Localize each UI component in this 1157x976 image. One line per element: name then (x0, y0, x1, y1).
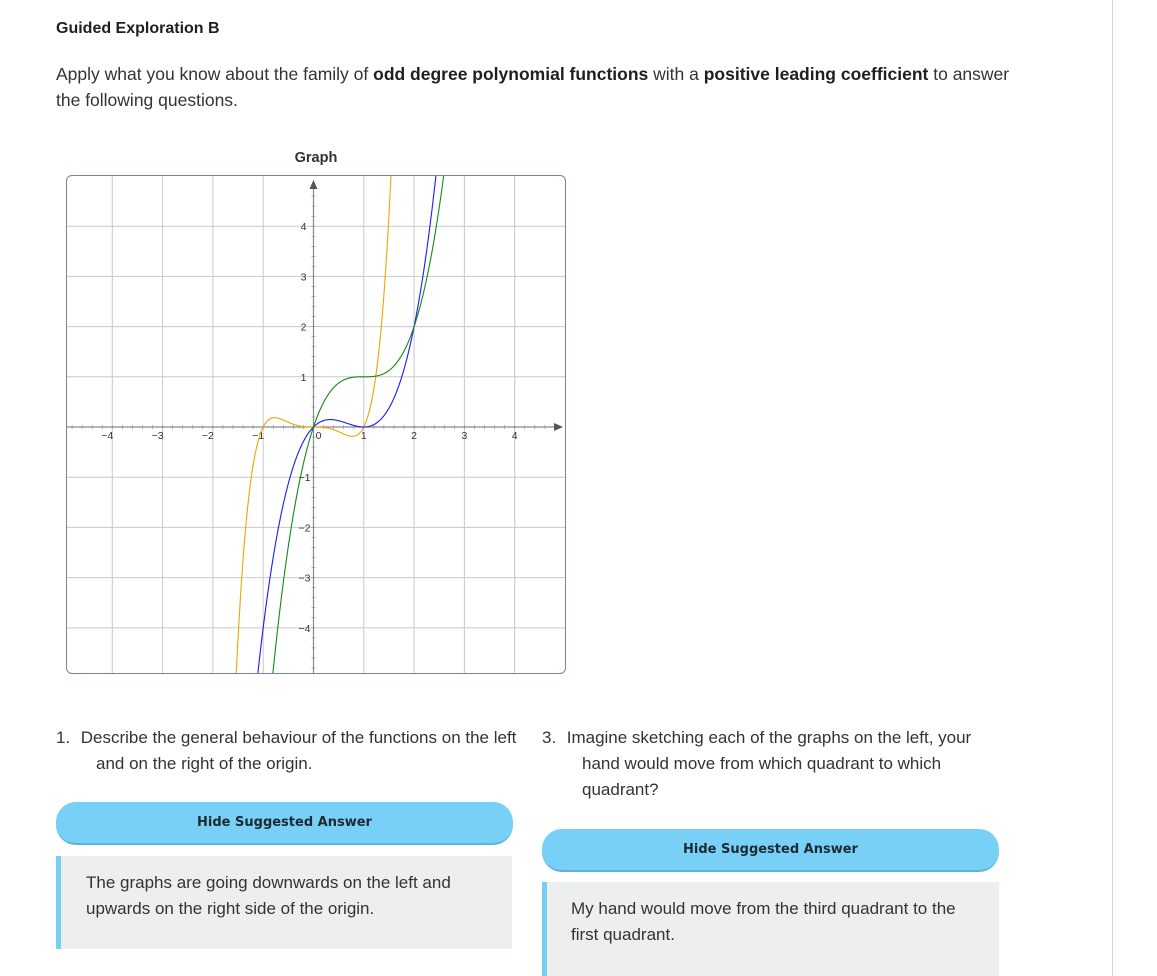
exploration-title: Guided Exploration B (56, 20, 220, 37)
x-tick-label: 3 (461, 430, 468, 443)
intro-part-bold: odd degree polynomial functions (373, 64, 649, 84)
series-line-2 (248, 176, 445, 673)
polynomial-graph[interactable] (67, 176, 565, 673)
x-tick-label: −2 (201, 430, 214, 443)
x-tick-label: −1 (252, 430, 265, 443)
x-tick-label: 0 (315, 430, 322, 443)
x-tick-label: 1 (360, 430, 367, 443)
x-tick-label: 4 (511, 430, 518, 443)
answer-text: My hand would move from the third quadrant to the first quadrant. (571, 899, 956, 944)
y-tick-label: −1 (298, 472, 311, 485)
intro-paragraph (56, 61, 1016, 113)
question-1: 1. Describe the general behaviour of the functions on the left and on the right of the origin. (56, 728, 517, 773)
y-axis-arrow (309, 180, 317, 189)
y-tick-label: 3 (300, 271, 307, 284)
hide-suggested-answer-button-3[interactable]: Hide Suggested Answer (542, 829, 999, 872)
intro-part: Apply what you know about the family of (56, 64, 374, 84)
x-tick-label: −3 (151, 430, 164, 443)
curves (233, 176, 455, 673)
question-text: Imagine sketching each of the graphs on the left, your hand would move from which quadrant to which quadrant? (566, 728, 972, 799)
question-3: 3. Imagine sketching each of the graphs on the left, your hand would move from which quadrant to which quadrant? (542, 728, 972, 799)
question-text: Describe the general behaviour of the functions on the left and on the right of the origin. (80, 728, 517, 773)
answer-text: The graphs are going downwards on the left and upwards on the right side of the origin. (86, 873, 451, 918)
y-tick-label: 2 (300, 321, 307, 334)
x-axis-arrow (554, 423, 563, 431)
suggested-answer-1 (56, 856, 512, 949)
x-tick-label: 2 (411, 430, 418, 443)
y-tick-label: 1 (300, 371, 307, 384)
y-tick-label: 4 (300, 221, 307, 234)
graph-title: Graph (294, 150, 338, 166)
x-tick-label: −4 (101, 430, 114, 443)
intro-part-bold: positive leading coefficient (703, 64, 929, 84)
intro-part: to answer the following questions. (56, 64, 1010, 110)
y-tick-label: −3 (298, 572, 311, 585)
graph-panel[interactable] (66, 175, 566, 674)
intro-part: with a (648, 64, 704, 84)
suggested-answer-3 (542, 882, 999, 976)
page-right-border (1112, 0, 1113, 976)
y-tick-label: −2 (298, 522, 311, 535)
hide-suggested-answer-button-1[interactable]: Hide Suggested Answer (56, 802, 513, 845)
y-tick-label: −4 (298, 622, 311, 635)
tick-labels (101, 221, 517, 635)
